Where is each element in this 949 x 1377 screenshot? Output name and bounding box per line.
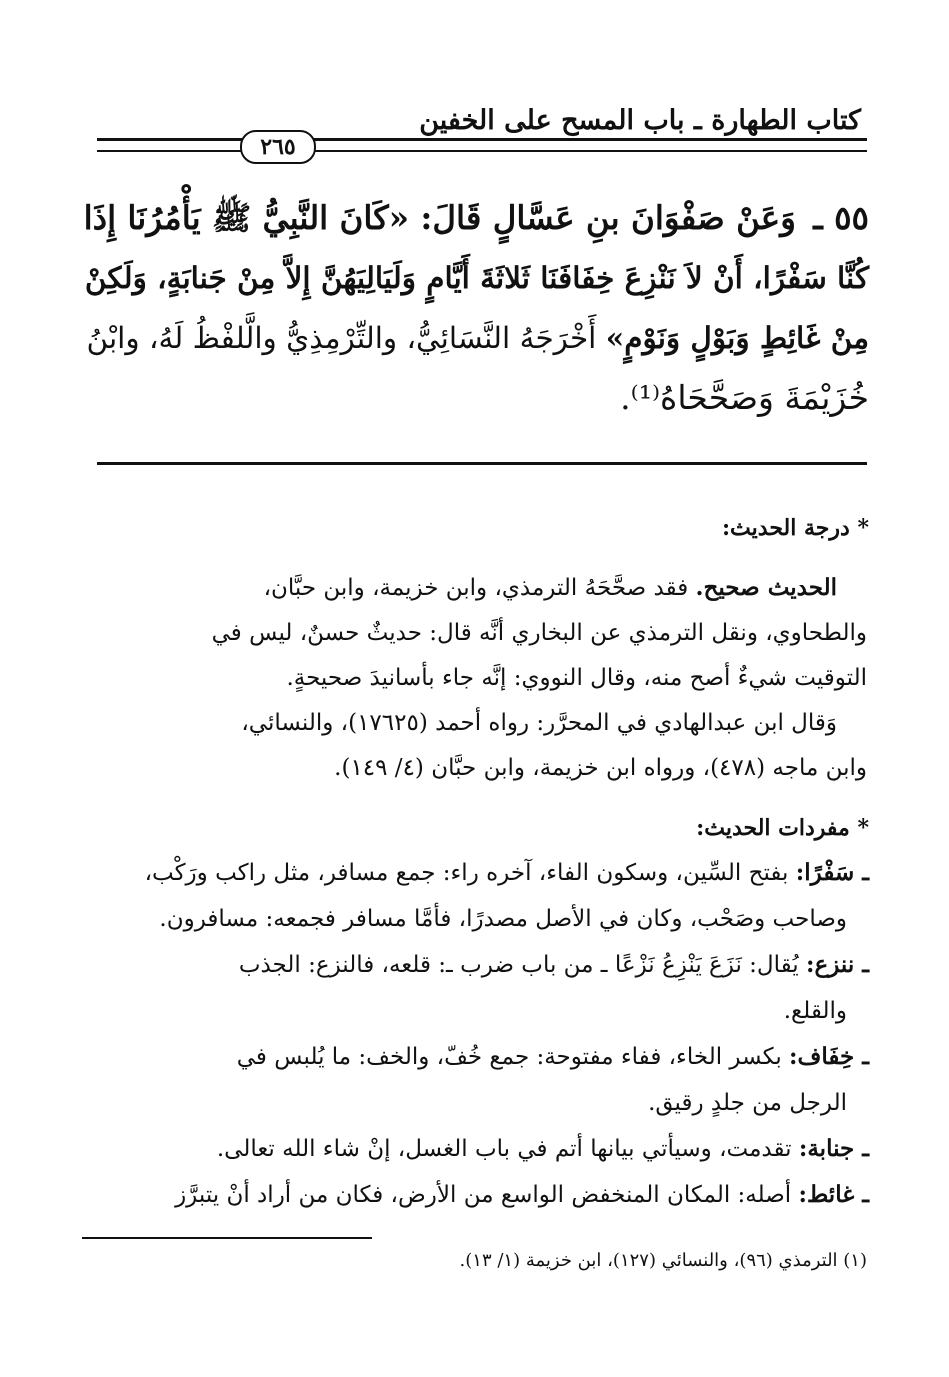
- section-divider: [97, 462, 867, 465]
- vocab-item: [82, 850, 869, 896]
- grade-line: والطحاوي، ونقل الترمذي عن البخاري أنَّه قال: حديثٌ حسنٌ، ليس في: [211, 620, 867, 646]
- hadith-line: كُنَّا سَفْرًا، أَنْ لاَ نَنْزِعَ خِفَافَنَا ثَلاثَةَ أَيَّامٍ وَلَيَالِيَهُنَّ إِلاَّ مِنْ جَنابَةٍ، وَلَكِنْ: [84, 260, 869, 295]
- vocab-term: ـ جنابة:: [798, 1135, 869, 1162]
- grade-line: [82, 565, 867, 611]
- vocab-continuation: الرجل من جلدٍ رقيق.: [648, 1090, 847, 1116]
- vocab-term: ـ ننزع:: [806, 951, 869, 978]
- vocab-continuation: والقلع.: [783, 998, 847, 1024]
- hadith-number: ٥٥ ـ: [813, 198, 869, 237]
- hadith-line: [80, 308, 869, 368]
- vocab-item: [82, 942, 869, 988]
- header-rule-bottom: [97, 150, 867, 152]
- grade-lead: الحديث صحيح.: [695, 574, 837, 601]
- vocab-list: [82, 850, 869, 1218]
- grade-line: وابن ماجه (٤٧٨)، ورواه ابن خزيمة، وابن حبَّان (٤/ ١٤٩).: [334, 755, 867, 781]
- vocab-item: [82, 1034, 869, 1080]
- hadith-source: أَخْرَجَهُ النَّسَائِيُّ، والتِّرْمِذِيُّ والَّلفْظُ لَهُ، وابْنُ: [86, 321, 606, 355]
- vocab-term: ـ خِفَاف:: [789, 1043, 869, 1070]
- vocab-definition: بكسر الخاء، ففاء مفتوحة: جمع خُفّ، والخف: ما يُلبس في: [236, 1044, 790, 1070]
- grade-line: التوقيت شيءٌ أصح منه، وقال النووي: إنَّه جاء بأسانيدَ صحيحةٍ.: [286, 665, 867, 691]
- vocab-continuation: وصاحب وصَحْب، وكان في الأصل مصدرًا، فأمَّا مسافر فجمعه: مسافرون.: [159, 906, 847, 932]
- header-rule-top: [97, 138, 867, 141]
- vocab-definition: بفتح السِّين، وسكون الفاء، آخره راء: جمع مسافر، مثل راكب ورَكْب،: [144, 860, 796, 886]
- footnote: (١) الترمذي (٩٦)، والنسائي (١٢٧)، ابن خزيمة (١/ ١٣).: [459, 1250, 867, 1271]
- running-title: كتاب الطهارة ـ باب المسح على الخفين: [419, 105, 861, 136]
- vocab-term: ـ غائط:: [798, 1181, 869, 1208]
- vocab-definition: يُقال: نَزَعَ يَنْزِعُ نَزْعًا ـ من باب ضرب ـ: قلعه، فالنزع: الجذب: [238, 952, 806, 978]
- hadith-line-text: وَعَنْ صَفْوَانَ بنِ عَسَّالٍ قَالَ: «كَانَ النَّبِيُّ ﷺ يَأْمُرُنَا إِذَا: [83, 198, 796, 237]
- grade-text: [82, 565, 867, 791]
- vocab-definition: أصله: المكان المنخفض الواسع من الأرض، فكان من أراد أنْ يتبرَّز: [175, 1182, 799, 1208]
- grade-line-text: فقد صحَّحَهُ الترمذي، وابن خزيمة، وابن حبَّان،: [263, 575, 696, 601]
- hadith-line: خُزَيْمَةَ وَصَحَّحَاهُ⁽¹⁾.: [620, 378, 869, 417]
- grade-line: وَقال ابن عبدالهادي في المحرَّر: رواه أحمد (١٧٦٢٥)، والنسائي،: [241, 710, 837, 736]
- vocab-item: [82, 1172, 869, 1218]
- hadith-line-text: مِنْ غَائِطٍ وَبَوْلٍ وَنَوْمٍ»: [605, 320, 869, 355]
- vocab-heading: * مفردات الحديث:: [696, 815, 869, 841]
- vocab-item: [82, 1126, 869, 1172]
- grade-heading: * درجة الحديث:: [721, 515, 869, 541]
- vocab-definition: تقدمت، وسيأتي بيانها أتم في باب الغسل، إنْ شاء الله تعالى.: [216, 1136, 799, 1162]
- vocab-term: ـ سَفْرًا:: [795, 859, 869, 886]
- hadith-text: [80, 188, 869, 428]
- footnote-rule: [82, 1237, 372, 1239]
- hadith-line: [80, 188, 869, 248]
- page-number: ٢٦٥: [240, 130, 316, 164]
